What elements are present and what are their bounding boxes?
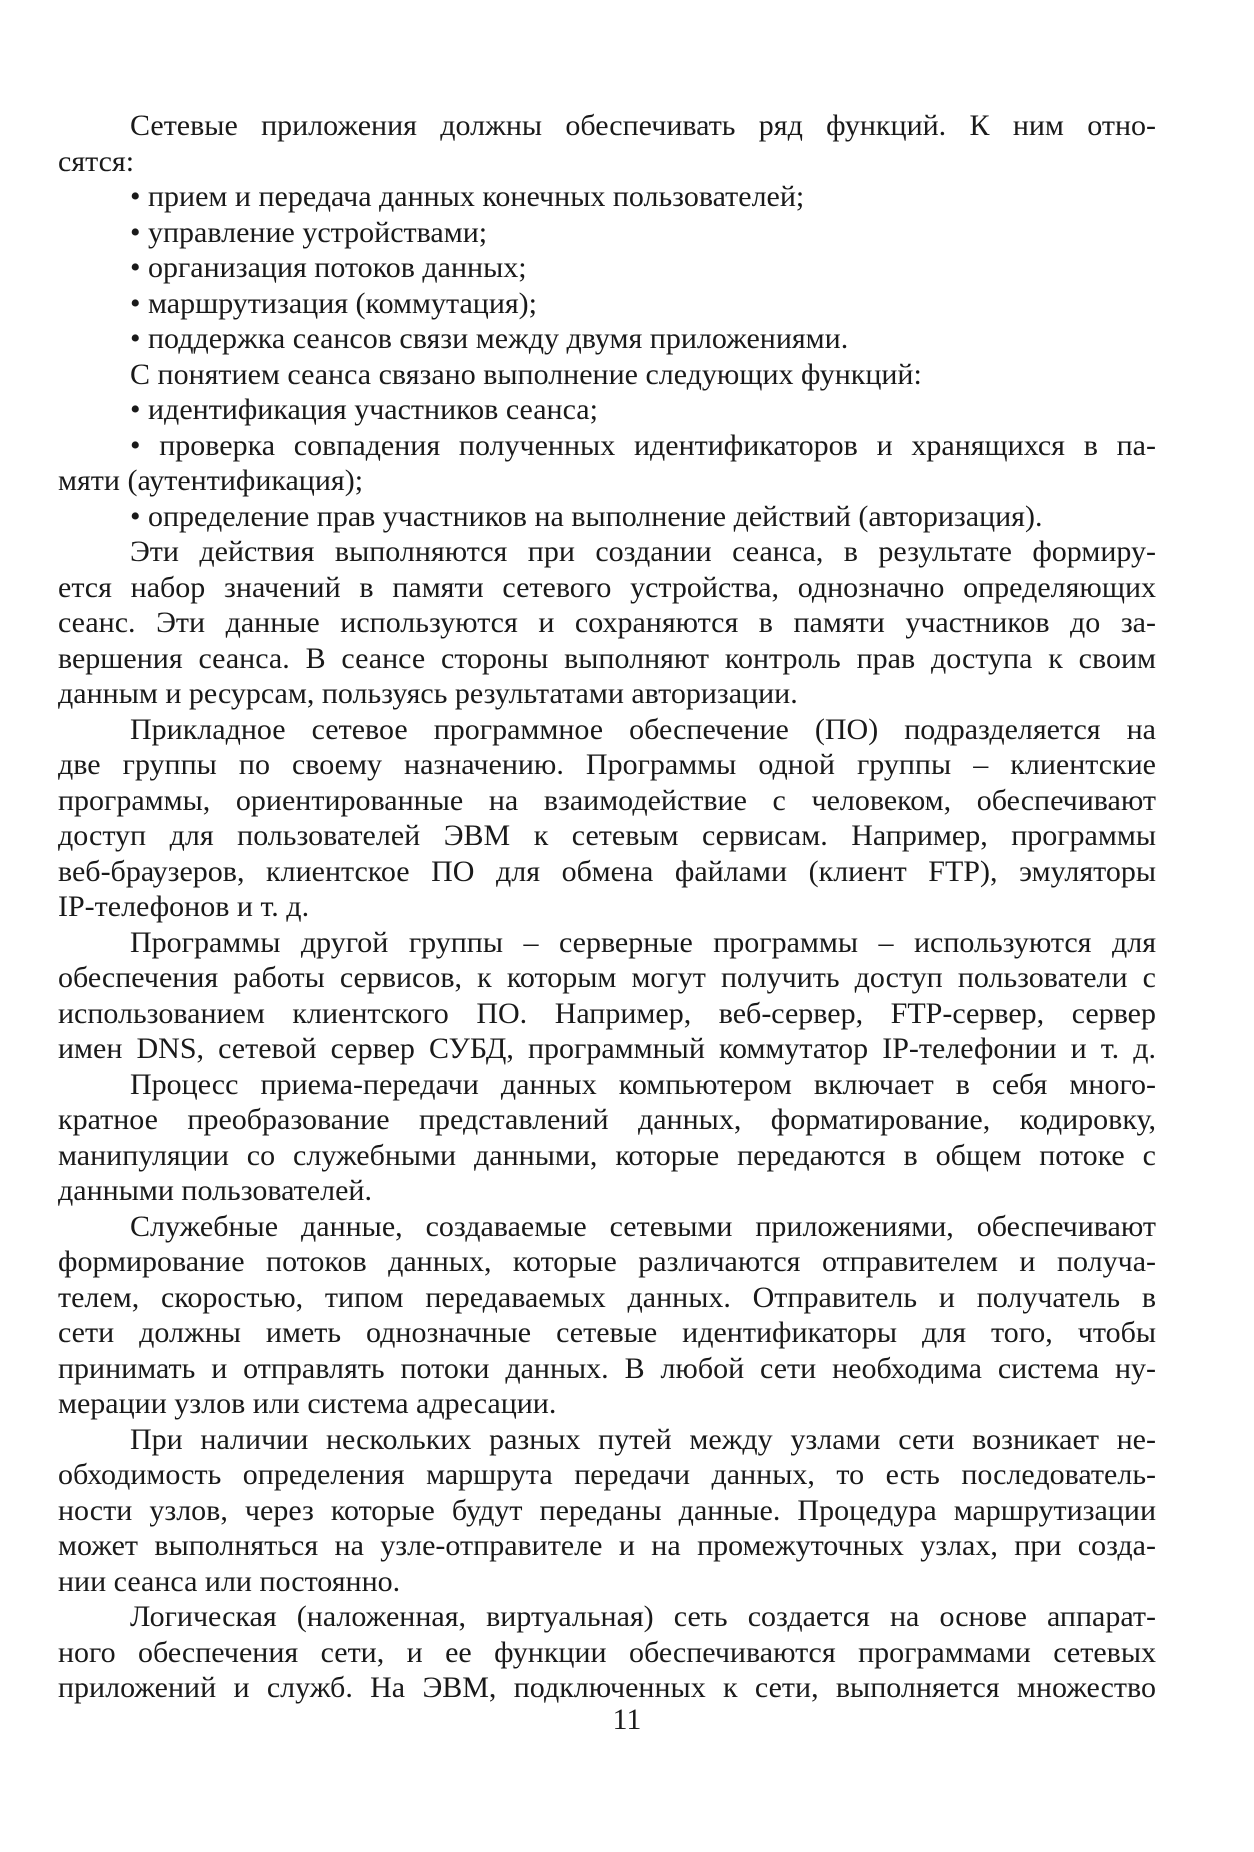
paragraph-first-line: • определение прав участников на выполнение действий (авторизация). (130, 499, 1043, 533)
paragraph-line: веб-браузеров, клиентское ПО для обмена файлами (клиент FTP), эмуляторы (58, 854, 1156, 888)
paragraph-line: нии сеанса или постоянно. (58, 1564, 401, 1598)
page-number: 11 (612, 1703, 642, 1736)
paragraph-first-line: • маршрутизация (коммутация); (130, 286, 538, 320)
paragraph-first-line: Эти действия выполняются при создании сеанса, в результате формиру- (130, 535, 1156, 568)
paragraph-line: ется набор значений в памяти сетевого устройства, однозначно определяющих (58, 570, 1156, 604)
paragraph-line: использованием клиентского ПО. Например, веб-сервер, FTP-сервер, сервер (58, 996, 1156, 1030)
paragraph-first-line: Программы другой группы – серверные программы – используются для (130, 925, 1156, 959)
paragraph-line: IP-телефонов и т. д. (58, 890, 310, 923)
paragraph-line: телем, скоростью, типом передаваемых данных. Отправитель и получатель в (58, 1280, 1156, 1314)
paragraph-first-line: Процесс приема-передачи данных компьютером включает в себя много- (130, 1067, 1156, 1101)
paragraph-first-line: • поддержка сеансов связи между двумя приложениями. (130, 322, 849, 355)
paragraph-line: две группы по своему назначению. Программы одной группы – клиентские (58, 748, 1156, 781)
paragraph-line: кратное преобразование представлений данных, форматирование, кодировку, (58, 1103, 1156, 1136)
paragraph-first-line: • организация потоков данных; (130, 251, 527, 284)
paragraph-line: приложений и служб. На ЭВМ, подключенных к сети, выполняется множество (58, 1671, 1156, 1704)
paragraph-line: обходимость определения маршрута передачи данных, то есть последователь- (58, 1458, 1156, 1491)
paragraph-first-line: • идентификация участников сеанса; (130, 393, 598, 426)
page-body (58, 108, 1156, 1706)
paragraph-line: ности узлов, через которые будут переданы данные. Процедура маршрутизации (58, 1493, 1156, 1527)
paragraph-line: сети должны иметь однозначные сетевые идентификаторы для того, чтобы (58, 1316, 1156, 1349)
paragraph-first-line: Логическая (наложенная, виртуальная) сеть создается на основе аппарат- (130, 1600, 1156, 1633)
paragraph-line: данными пользователей. (58, 1174, 372, 1207)
paragraph-line: доступ для пользователей ЭВМ к сетевым сервисам. Например, программы (58, 819, 1156, 852)
paragraph-first-line: При наличии нескольких разных путей между узлами сети возникает не- (130, 1422, 1156, 1456)
paragraph-line: ного обеспечения сети, и ее функции обеспечиваются программами сетевых (58, 1635, 1156, 1669)
paragraph-line: принимать и отправлять потоки данных. В любой сети необходима система ну- (58, 1351, 1156, 1385)
paragraph-first-line: С понятием сеанса связано выполнение следующих функций: (130, 357, 922, 391)
paragraph-line: мяти (аутентификация); (58, 464, 364, 497)
paragraph-line: формирование потоков данных, которые различаются отправителем и получа- (58, 1245, 1156, 1278)
paragraph-line: вершения сеанса. В сеансе стороны выполняют контроль прав доступа к своим (58, 641, 1156, 675)
paragraph-line: может выполняться на узле-отправителе и на промежуточных узлах, при созда- (58, 1529, 1156, 1562)
paragraph-line: манипуляции со служебными данными, которые передаются в общем потоке с (58, 1138, 1156, 1172)
paragraph-first-line: • управление устройствами; (130, 215, 488, 249)
paragraph-line: имен DNS, сетевой сервер СУБД, программный коммутатор IP-телефонии и т. д. (58, 1032, 1156, 1065)
paragraph-line: обеспечения работы сервисов, к которым могут получить доступ пользователи с (58, 961, 1156, 994)
paragraph-line: мерации узлов или система адресации. (58, 1387, 557, 1420)
paragraph-first-line: • проверка совпадения полученных идентификаторов и хранящихся в па- (130, 428, 1156, 462)
paragraph-line: сеанс. Эти данные используются и сохраняются в памяти участников до за- (58, 606, 1156, 639)
paragraph-line: сятся: (58, 144, 135, 178)
paragraph-first-line: Сетевые приложения должны обеспечивать ряд функций. К ним отно- (130, 109, 1156, 142)
paragraph-line: программы, ориентированные на взаимодействие с человеком, обеспечивают (58, 783, 1156, 817)
paragraph-first-line: • прием и передача данных конечных пользователей; (130, 180, 805, 213)
paragraph-line: данным и ресурсам, пользуясь результатами авторизации. (58, 677, 798, 710)
paragraph-first-line: Прикладное сетевое программное обеспечение (ПО) подразделяется на (130, 712, 1156, 746)
paragraph-first-line: Служебные данные, создаваемые сетевыми приложениями, обеспечивают (130, 1209, 1156, 1243)
